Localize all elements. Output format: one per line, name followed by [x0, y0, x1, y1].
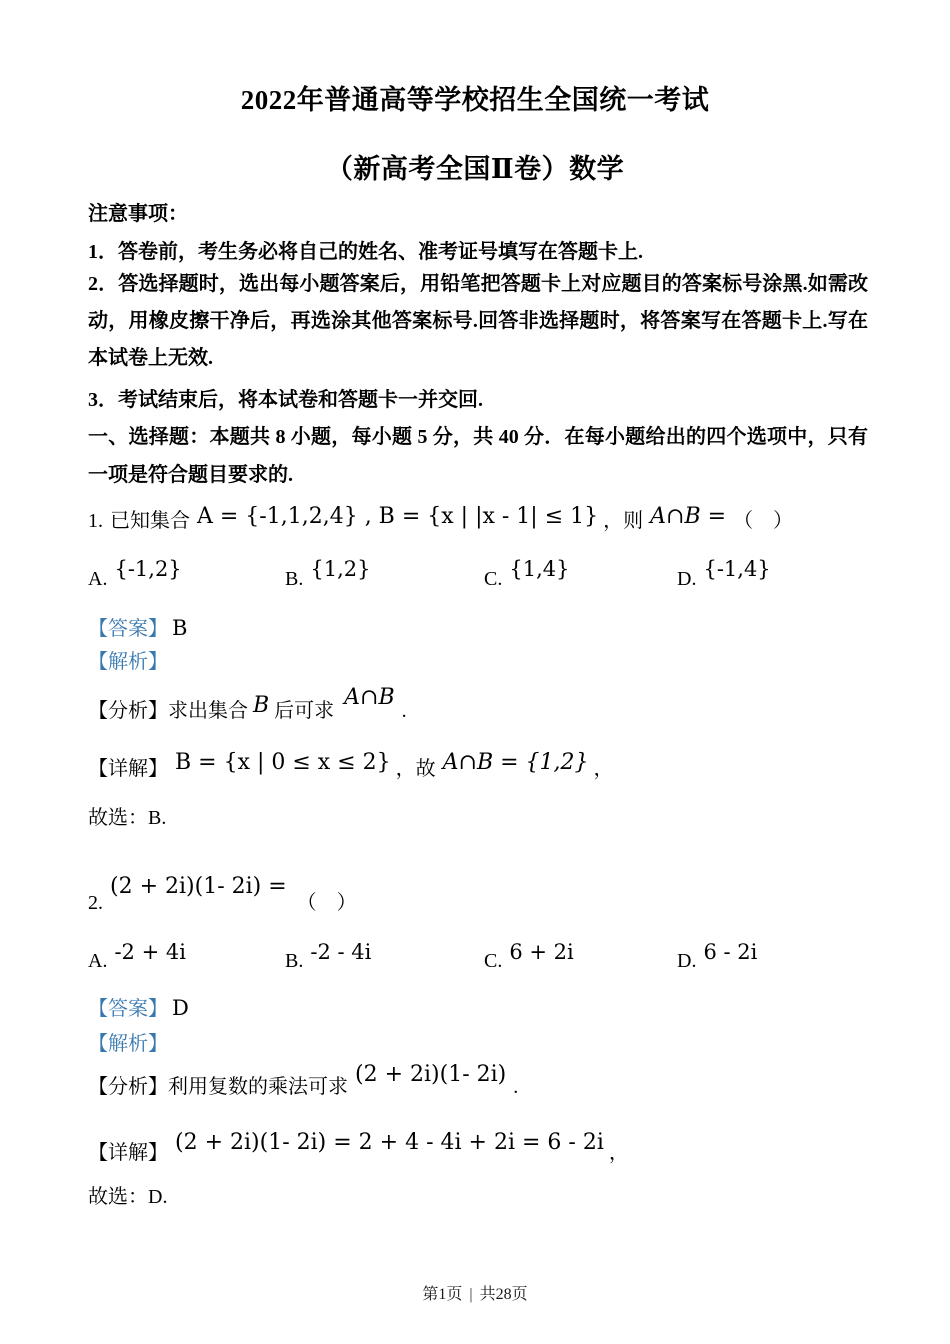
- question-1-stem-mid: ，则: [603, 510, 644, 532]
- page-subtitle: （新高考全国Ⅱ卷）数学: [325, 154, 625, 184]
- question-2-option-d: [677, 940, 758, 973]
- question-1-fenxi-period: .: [401, 700, 407, 722]
- option-b-value: {1,2}: [310, 557, 371, 581]
- detail-label: 【详解】: [88, 1142, 168, 1164]
- option-a-value: {-1,2}: [114, 557, 182, 581]
- question-2-stem: [88, 874, 868, 916]
- page-footer: [0, 1281, 950, 1304]
- question-2-answer-value: D: [172, 996, 189, 1020]
- question-1-stem: [88, 504, 868, 534]
- page-title: 2022年普通高等学校招生全国统一考试: [240, 85, 710, 115]
- question-1-option-a: [88, 557, 182, 591]
- question-2-option-b: [285, 940, 372, 973]
- question-2-fenxi-product: (2 + 2i)(1- 2i): [355, 1062, 507, 1087]
- footer-separator-bar: |: [469, 1286, 473, 1303]
- question-2-product-math: (2 + 2i)(1- 2i) =: [110, 874, 287, 899]
- question-1-detail-comma: ，: [593, 758, 614, 780]
- notice-item-1: 1．答卷前，考生务必将自己的姓名、准考证号填写在答题卡上.: [88, 241, 643, 263]
- question-1-set-definitions-math: A = {-1,1,2,4} , B = {x | |x - 1| ≤ 1}: [197, 504, 599, 529]
- question-1-detail-mid: ，故: [395, 758, 436, 780]
- question-1-analysis-line: [88, 685, 868, 724]
- fenxi-label: 【分析】: [88, 1076, 168, 1098]
- question-1-option-c: [484, 557, 570, 591]
- question-2-fenxi-period: .: [513, 1076, 519, 1098]
- option-b-label: B.: [285, 950, 304, 972]
- question-1-stem-prefix: 已知集合: [110, 510, 190, 532]
- question-1-jiexi-label: [88, 650, 868, 675]
- question-1-fenxi-var-b: B: [253, 693, 270, 718]
- option-d-value: 6 - 2i: [703, 940, 758, 964]
- option-c-label: C.: [484, 950, 503, 972]
- question-1-fenxi-mid: 后可求: [274, 700, 335, 722]
- question-1-detail-result: A∩B = {1,2}: [442, 750, 589, 775]
- question-1-conclusion: 故选：B.: [88, 807, 167, 829]
- option-c-value: {1,4}: [509, 557, 570, 581]
- question-2-answer-blank: （ ）: [296, 892, 357, 914]
- question-1-number: 1.: [88, 510, 103, 532]
- question-2-number: 2.: [88, 892, 103, 914]
- question-1-option-b: [285, 557, 371, 591]
- option-a-label: A.: [88, 950, 108, 972]
- option-b-value: -2 - 4i: [310, 940, 372, 964]
- question-1-option-d: [677, 557, 771, 591]
- question-2-fenxi-pre: 利用复数的乘法可求: [168, 1076, 348, 1098]
- footer-current-page: 第1页: [422, 1286, 463, 1303]
- question-1-fenxi-pre: 求出集合: [168, 700, 248, 722]
- question-1-answer-value: B: [172, 616, 188, 640]
- notice-heading: 注意事项：: [88, 203, 188, 225]
- fenxi-label: 【分析】: [88, 700, 168, 722]
- option-a-label: A.: [88, 568, 108, 590]
- question-2-answer-line: [88, 996, 868, 1022]
- option-c-value: 6 + 2i: [509, 940, 574, 964]
- detail-label: 【详解】: [88, 758, 168, 780]
- answer-label: 【答案】: [88, 618, 168, 640]
- question-1-detail-line: [88, 750, 868, 782]
- jiexi-label: 【解析】: [88, 651, 168, 673]
- notice-item-3: 3．考试结束后，将本试卷和答题卡一并交回.: [88, 389, 483, 411]
- question-2-option-c: [484, 940, 574, 973]
- notice-item-2: 2．答选择题时，选出每小题答案后，用铅笔把答题卡上对应题目的答案标号涂黑.如需改动，用橡皮擦干净后，再选涂其他答案标号.回答非选择题时，将答案写在答题卡上.写在本试卷上无效.: [88, 273, 868, 369]
- question-1-detail-set-b: B = {x | 0 ≤ x ≤ 2}: [175, 750, 391, 775]
- question-2-option-a: [88, 940, 186, 973]
- question-1-fenxi-intersection: A∩B: [344, 685, 395, 710]
- section-1-heading: 一、选择题：本题共 8 小题，每小题 5 分，共 40 分．在每小题给出的四个选项中，只有一项是符合题目要求的.: [88, 426, 868, 486]
- question-2-conclusion: 故选：D.: [88, 1186, 168, 1208]
- option-d-value: {-1,4}: [703, 557, 771, 581]
- question-1-answer-blank: （ ）: [733, 510, 794, 532]
- answer-label: 【答案】: [88, 998, 168, 1020]
- option-b-label: B.: [285, 568, 304, 590]
- option-c-label: C.: [484, 568, 503, 590]
- option-d-label: D.: [677, 950, 697, 972]
- footer-total-pages: 共28页: [479, 1286, 528, 1303]
- question-1-intersection-math: A∩B =: [650, 504, 727, 529]
- jiexi-label: 【解析】: [88, 1033, 168, 1055]
- question-2-jiexi-label: [88, 1032, 868, 1057]
- option-a-value: -2 + 4i: [114, 940, 186, 964]
- question-2-detail-computation: (2 + 2i)(1- 2i) = 2 + 4 - 4i + 2i = 6 - 2i: [175, 1130, 604, 1155]
- question-2-detail-line: [88, 1130, 868, 1166]
- option-d-label: D.: [677, 568, 697, 590]
- question-1-answer-line: [88, 616, 868, 642]
- question-2-detail-comma: ，: [608, 1142, 629, 1164]
- question-2-analysis-line: [88, 1062, 868, 1100]
